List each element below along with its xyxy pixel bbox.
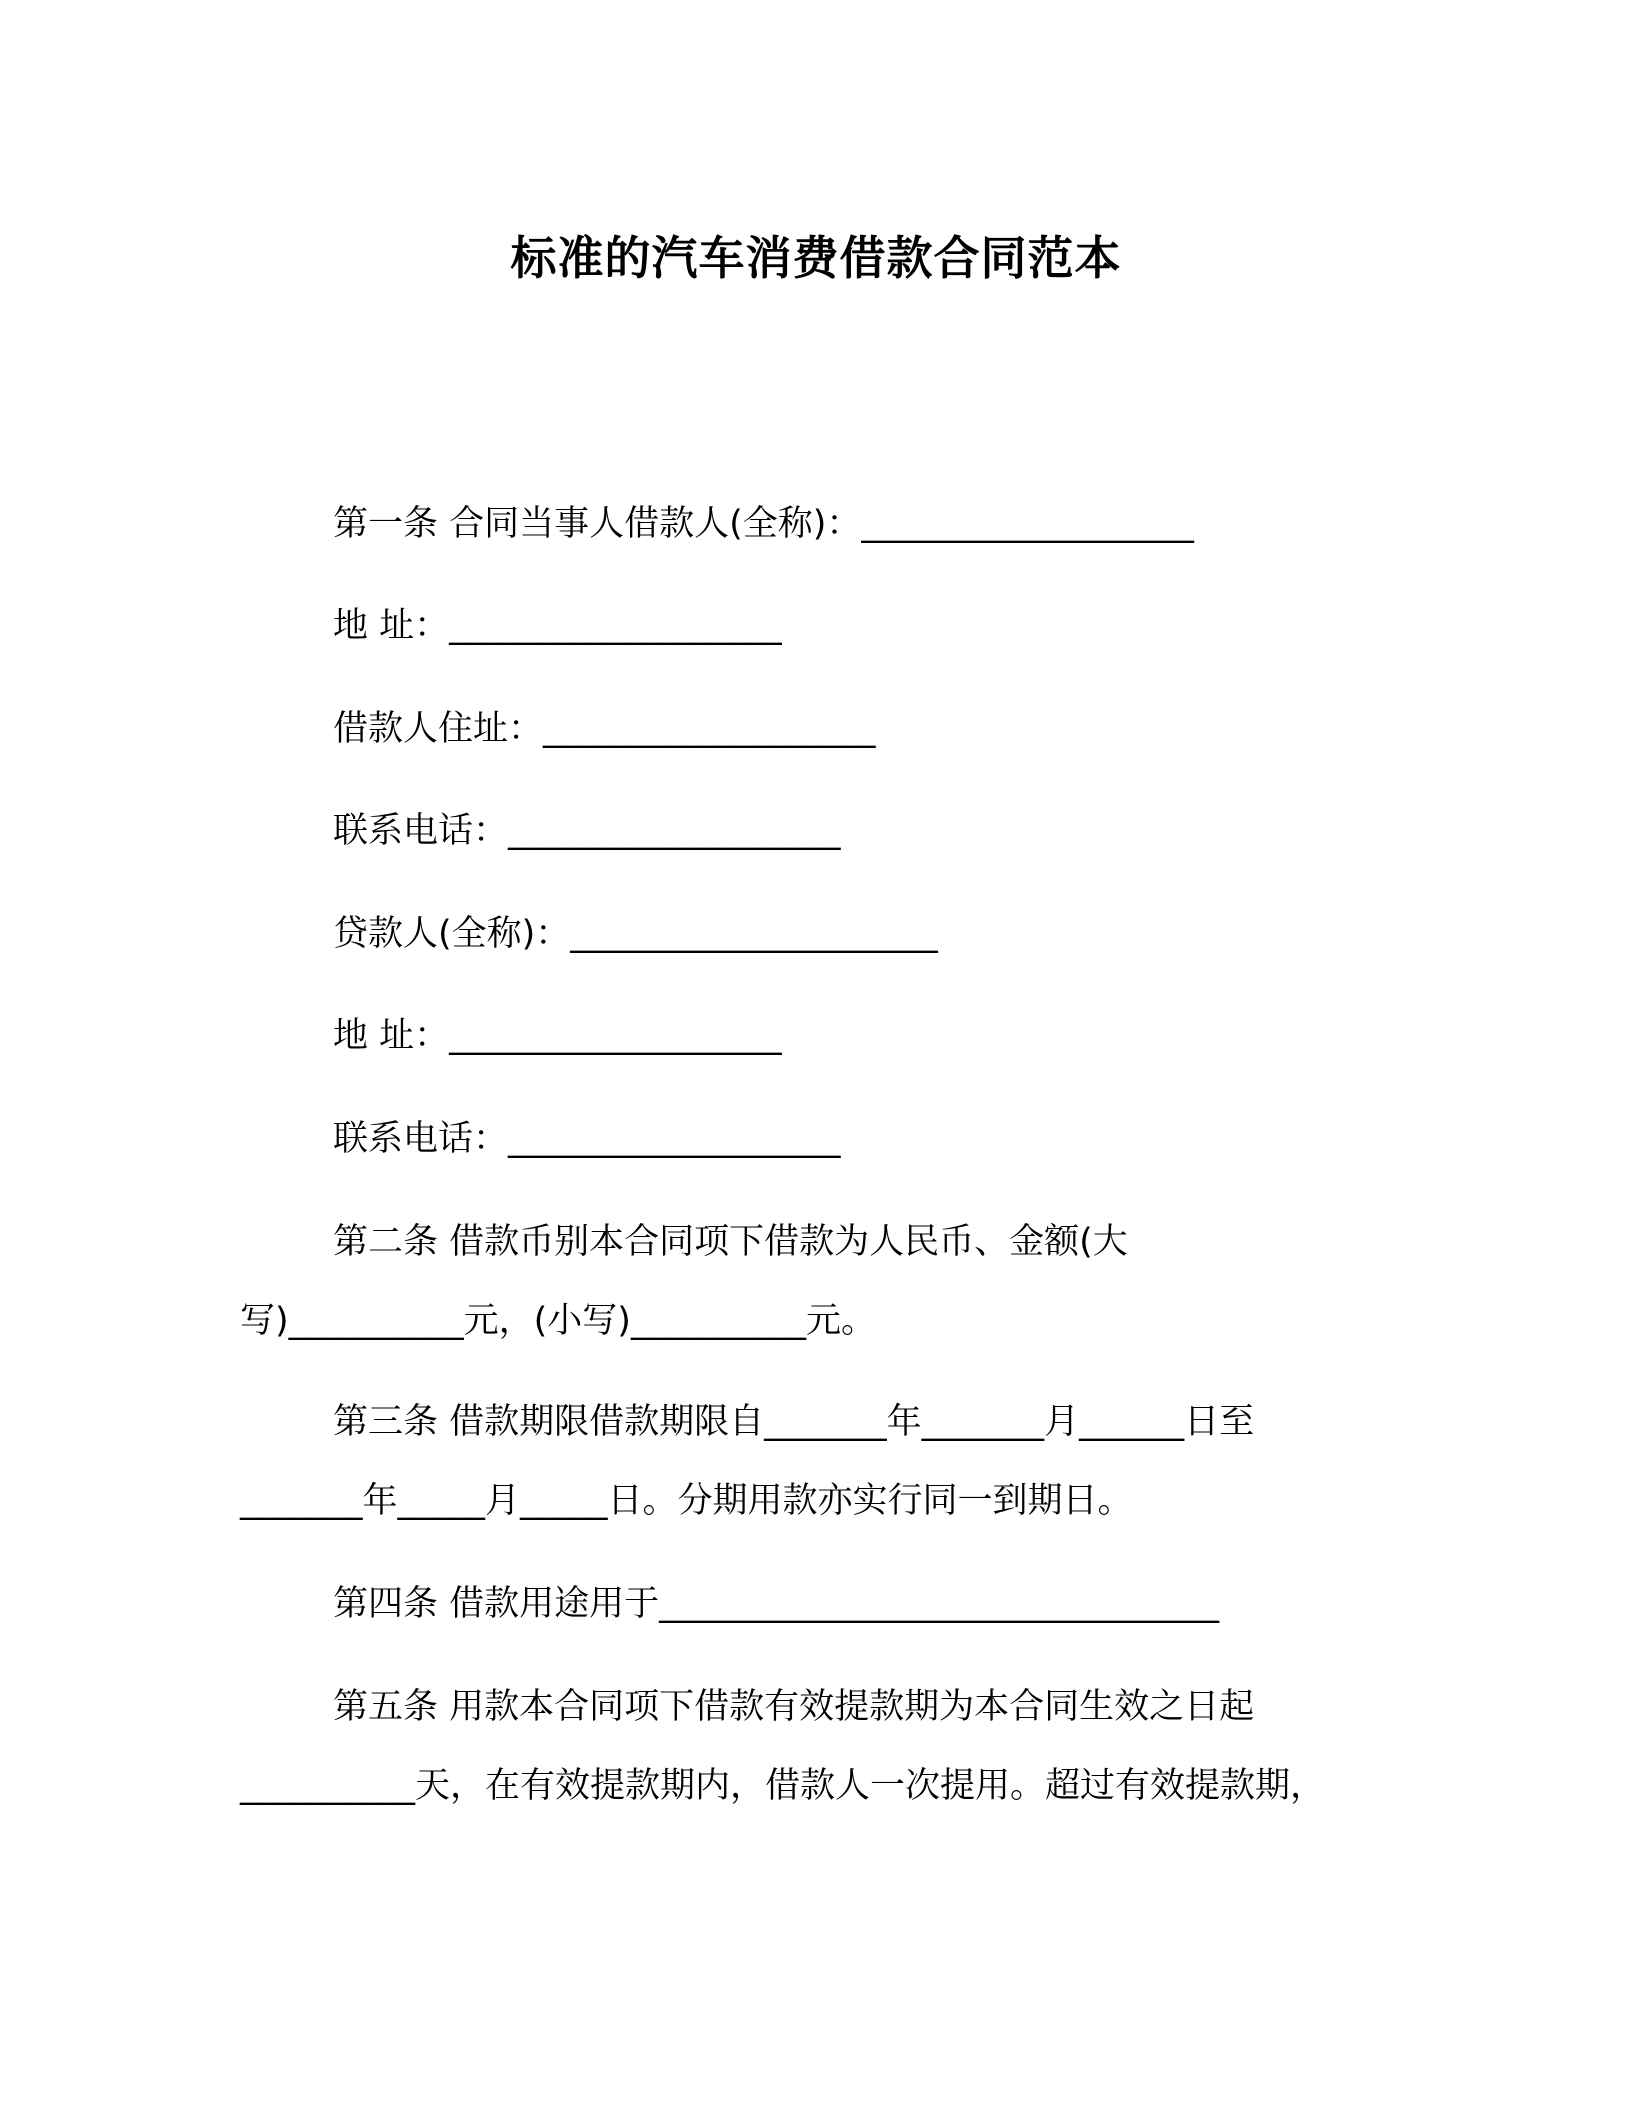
borrower-address: 地 址：___________________ bbox=[333, 606, 782, 646]
clause-3-line-1: 第三条 借款期限借款期限自_______年_______月______日至 bbox=[333, 1402, 1255, 1442]
clause-5-line-1: 第五条 用款本合同项下借款有效提款期为本合同生效之日起 bbox=[333, 1687, 1255, 1727]
borrower-residence: 借款人住址：___________________ bbox=[333, 709, 876, 749]
clause-2-line-1: 第二条 借款币别本合同项下借款为人民币、金额(大 bbox=[333, 1222, 1128, 1262]
document-title: 标准的汽车消费借款合同范本 bbox=[510, 231, 1122, 285]
lender-address: 地 址：___________________ bbox=[333, 1016, 782, 1056]
clause-3-line-2: _______年_____月_____日。分期用款亦实行同一到期日。 bbox=[240, 1481, 1133, 1521]
clause-5-line-2: __________天，在有效提款期内，借款人一次提用。超过有效提款期， bbox=[240, 1766, 1326, 1806]
clause-2-line-2: 写)__________元，(小写)__________元。 bbox=[240, 1301, 876, 1341]
clause-1-borrower-name: 第一条 合同当事人借款人(全称)：___________________ bbox=[333, 504, 1194, 544]
borrower-phone: 联系电话：___________________ bbox=[333, 811, 841, 851]
clause-4: 第四条 借款用途用于________________________________ bbox=[333, 1584, 1220, 1624]
lender-phone: 联系电话：___________________ bbox=[333, 1119, 841, 1159]
lender-name: 贷款人(全称)：_____________________ bbox=[333, 914, 938, 954]
